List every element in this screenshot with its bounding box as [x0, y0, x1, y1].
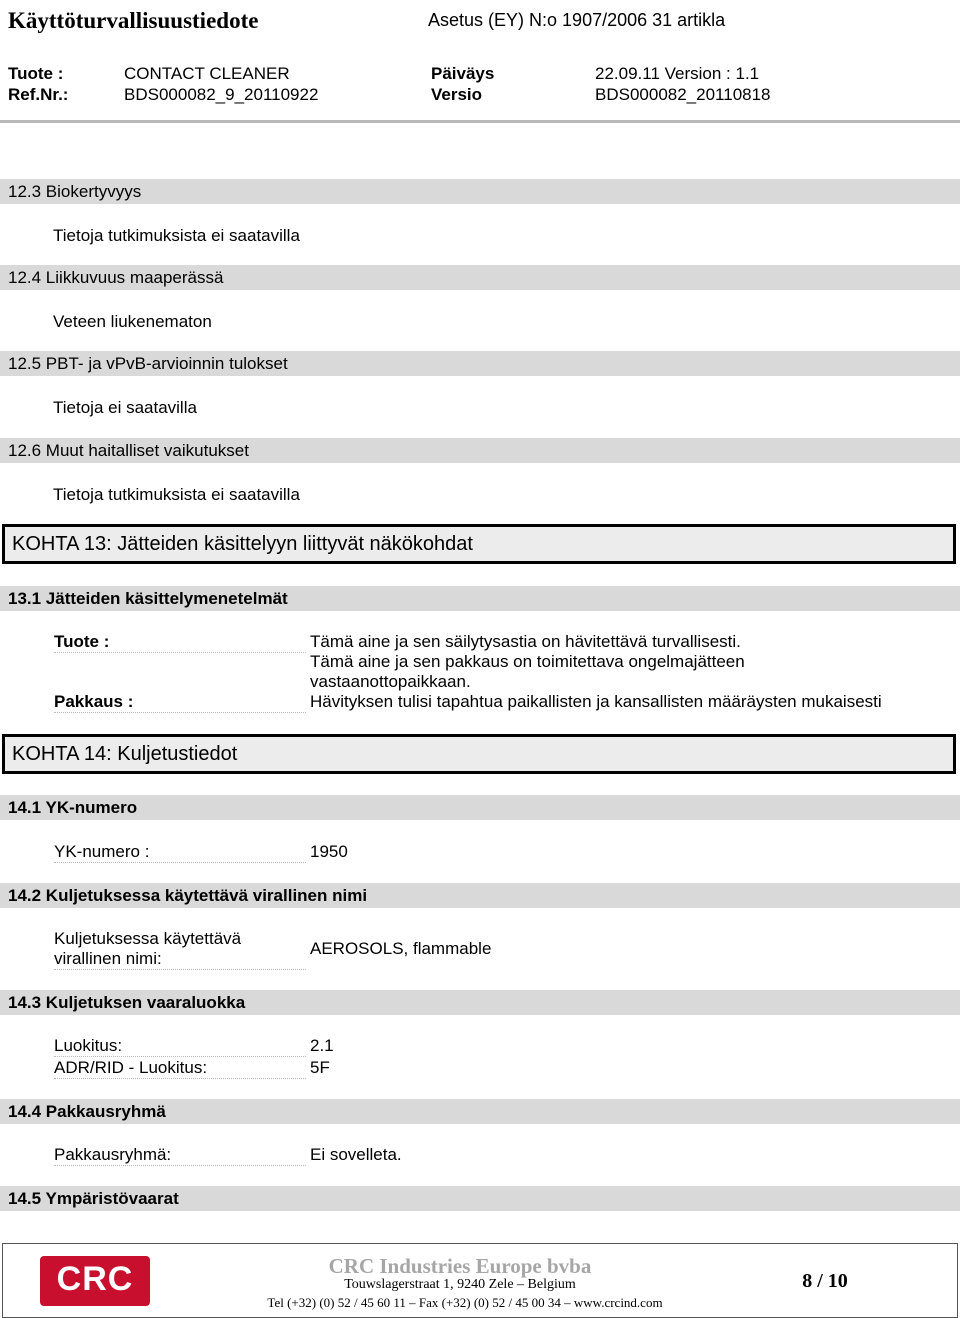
un-number-label: YK-numero : — [54, 842, 306, 863]
shipping-name-value: AEROSOLS, flammable — [310, 939, 492, 958]
subsection-12-5-heading: 12.5 PBT- ja vPvB-arvioinnin tulokset — [0, 351, 960, 376]
company-name: CRC Industries Europe bvba — [328, 1254, 592, 1278]
waste-product-label: Tuote : — [54, 632, 306, 653]
subsection-14-2-heading: 14.2 Kuljetuksessa käytettävä virallinen nimi — [0, 883, 960, 908]
class-value: 2.1 — [310, 1036, 334, 1055]
crc-logo-text: CRC — [56, 1260, 134, 1298]
company-address: Touwslagerstraat 1, 9240 Zele – Belgium — [344, 1277, 576, 1292]
subsection-12-4-heading: 12.4 Liikkuvuus maaperässä — [0, 265, 960, 290]
subsection-12-5-text: Tietoja ei saatavilla — [53, 398, 197, 417]
shipping-name-label — [54, 929, 306, 970]
company-contact: Tel (+32) (0) 52 / 45 60 11 – Fax (+32) (0) 52 / 45 00 34 – www.crcind.com — [267, 1295, 663, 1310]
section-13-title: KOHTA 13: Jätteiden käsittelyyn liittyvät näkökohdat — [2, 524, 956, 564]
ref-label: Ref.Nr.: — [8, 85, 69, 104]
subsection-12-3-text: Tietoja tutkimuksista ei saatavilla — [53, 226, 300, 245]
date-value: 22.09.11 Version : 1.1 — [595, 64, 760, 83]
page-number: 8 / 10 — [802, 1270, 848, 1292]
packing-group-value: Ei sovelleta. — [310, 1145, 402, 1164]
adr-rid-class-label: ADR/RID - Luokitus: — [54, 1058, 306, 1079]
un-number-value: 1950 — [310, 842, 348, 861]
waste-packaging-text: Hävityksen tulisi tapahtua paikallisten ja kansallisten määräysten mukaisesti — [310, 692, 882, 711]
waste-product-text-line-1: Tämä aine ja sen säilytysastia on hävitettävä turvallisesti. — [310, 632, 741, 651]
subsection-12-6-text: Tietoja tutkimuksista ei saatavilla — [53, 485, 300, 504]
shipping-name-label-line-2: virallinen nimi: — [54, 949, 162, 968]
ref-value: BDS000082_9_20110922 — [124, 85, 319, 104]
section-14-title: KOHTA 14: Kuljetustiedot — [2, 734, 956, 774]
waste-packaging-label: Pakkaus : — [54, 692, 306, 713]
version-label: Versio — [431, 85, 483, 104]
date-label: Päiväys — [431, 64, 495, 83]
subsection-14-3-heading: 14.3 Kuljetuksen vaaraluokka — [0, 990, 960, 1015]
document-title: Käyttöturvallisuustiedote — [8, 8, 259, 33]
subsection-14-1-heading: 14.1 YK-numero — [0, 795, 960, 820]
subsection-12-6-heading: 12.6 Muut haitalliset vaikutukset — [0, 438, 960, 463]
crc-logo — [40, 1256, 150, 1306]
waste-product-text-line-3: vastaanottopaikkaan. — [310, 672, 471, 691]
product-label: Tuote : — [8, 64, 64, 83]
packing-group-label: Pakkausryhmä: — [54, 1145, 306, 1166]
product-name: CONTACT CLEANER — [124, 64, 290, 83]
subsection-13-1-heading: 13.1 Jätteiden käsittelymenetelmät — [0, 586, 960, 611]
subsection-14-5-heading: 14.5 Ympäristövaarat — [0, 1186, 960, 1211]
version-value: BDS000082_20110818 — [595, 85, 771, 104]
class-label: Luokitus: — [54, 1036, 306, 1057]
subsection-14-4-heading: 14.4 Pakkausryhmä — [0, 1099, 960, 1124]
subsection-12-3-heading: 12.3 Biokertyvyys — [0, 179, 960, 204]
shipping-name-label-line-1: Kuljetuksessa käytettävä — [54, 929, 242, 948]
header-divider — [0, 120, 960, 123]
subsection-12-4-text: Veteen liukenematon — [53, 312, 212, 331]
waste-product-text-line-2: Tämä aine ja sen pakkaus on toimitettava ongelmajätteen — [310, 652, 745, 671]
regulation-reference: Asetus (EY) N:o 1907/2006 31 artikla — [428, 10, 726, 30]
adr-rid-class-value: 5F — [310, 1058, 330, 1077]
